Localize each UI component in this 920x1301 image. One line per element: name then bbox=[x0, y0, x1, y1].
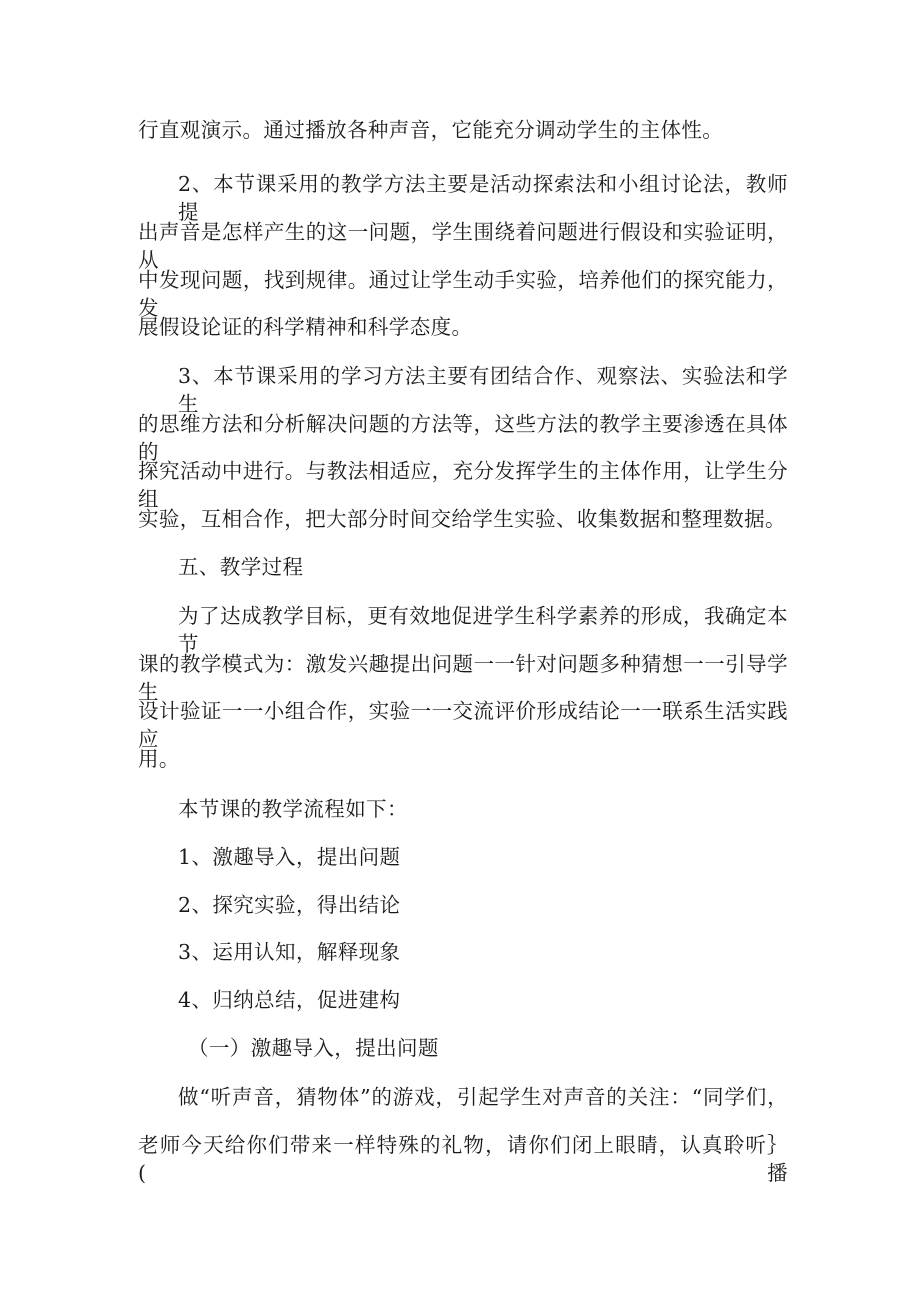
paragraph-line: 2、本节课采用的教学方法主要是活动探索法和小组讨论法，教师提 bbox=[178, 172, 788, 224]
paragraph-line: 探究活动中进行。与教法相适应，充分发挥学生的主体作用，让学生分组 bbox=[138, 459, 788, 511]
paragraph-line: 行直观演示。通过播放各种声音，它能充分调动学生的主体性。 bbox=[138, 118, 724, 142]
subsection-heading: （一）激趣导入，提出问题 bbox=[188, 1036, 439, 1060]
paragraph-line: 出声音是怎样产生的这一问题，学生围绕着问题进行假设和实验证明，从 bbox=[138, 220, 788, 272]
paragraph-line: 设计验证一一小组合作，实验一一交流评价形成结论一一联系生活实践应 bbox=[138, 699, 788, 751]
paragraph-line: 课的教学模式为：激发兴趣提出问题一一针对问题多种猜想一一引导学生 bbox=[138, 652, 788, 704]
paragraph-line: 实验，互相合作，把大部分时间交给学生实验、收集数据和整理数据。 bbox=[138, 507, 786, 531]
paragraph-line: 本节课的教学流程如下： bbox=[178, 797, 408, 821]
list-item: 3、运用认知，解释现象 bbox=[178, 940, 401, 964]
list-item: 2、探究实验，得出结论 bbox=[178, 893, 401, 917]
list-item: 4、归纳总结，促进建构 bbox=[178, 988, 401, 1012]
paragraph-line: 为了达成教学目标，更有效地促进学生科学素养的形成，我确定本节 bbox=[178, 604, 788, 656]
paragraph-line: 的思维方法和分析解决问题的方法等，这些方法的教学主要渗透在具体的 bbox=[138, 412, 788, 464]
paragraph-line: 做“听声音，猜物体”的游戏，引起学生对声音的关注：“同学们， bbox=[178, 1085, 788, 1109]
paragraph-line: 老师今天给你们带来一样特殊的礼物，请你们闭上眼睛，认真聆听｝(播 bbox=[138, 1133, 788, 1185]
section-heading: 五、教学过程 bbox=[178, 555, 304, 579]
paragraph-line: 展假设论证的科学精神和科学态度。 bbox=[138, 315, 473, 339]
list-item: 1、激趣导入，提出问题 bbox=[178, 845, 401, 869]
paragraph-line: 用。 bbox=[138, 747, 180, 771]
paragraph-line: 3、本节课采用的学习方法主要有团结合作、观察法、实验法和学生 bbox=[178, 364, 788, 416]
paragraph-line: 中发现问题，找到规律。通过让学生动手实验，培养他们的探究能力，发 bbox=[138, 268, 788, 320]
